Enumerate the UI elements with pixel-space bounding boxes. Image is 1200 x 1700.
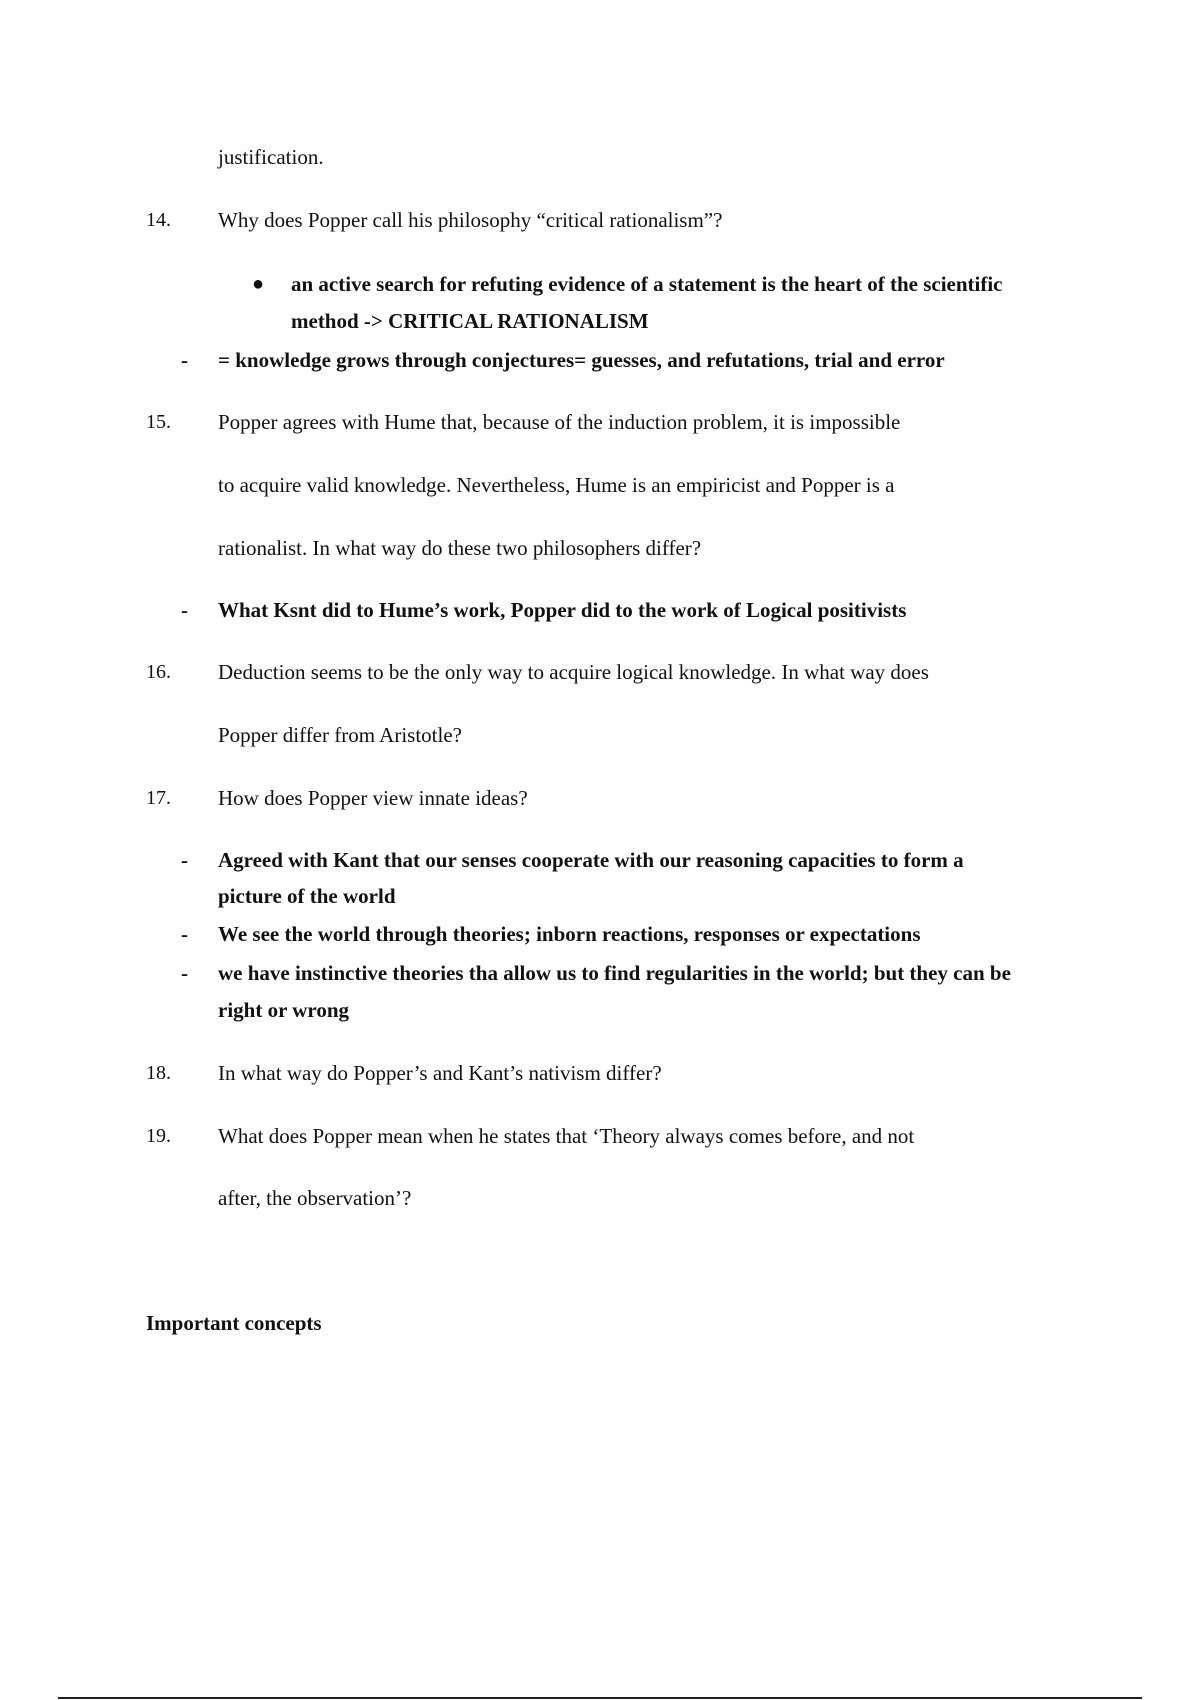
answer-17-dash-1-line-2: picture of the world [218,884,396,908]
question-15-line-2: to acquire valid knowledge. Nevertheless, Hume is an empiricist and Popper is a [218,473,895,497]
question-number-18: 18. [146,1062,171,1084]
bullet-icon: ● [252,273,265,295]
question-19-line-2: after, the observation’? [218,1186,412,1210]
answer-17-dash-1-line-1: Agreed with Kant that our senses cooperate with our reasoning capacities to form a [218,848,964,872]
dash-icon: - [181,961,188,985]
answer-14-bullet-line-2: method -> CRITICAL RATIONALISM [291,309,649,333]
question-number-16: 16. [146,661,171,683]
answer-17-dash-3-line-1: we have instinctive theories tha allow us to find regularities in the world; but they can be [218,961,1011,985]
answer-14-dash: = knowledge grows through conjectures= guesses, and refutations, trial and error [218,348,945,372]
dash-icon: - [181,848,188,872]
question-16-line-1: Deduction seems to be the only way to acquire logical knowledge. In what way does [218,660,929,684]
text-line: justification. [218,145,324,169]
answer-15-dash: What Ksnt did to Hume’s work, Popper did to the work of Logical positivists [218,598,907,622]
section-heading: Important concepts [146,1311,322,1335]
answer-17-dash-3-line-2: right or wrong [218,998,350,1022]
question-18: In what way do Popper’s and Kant’s nativism differ? [218,1061,662,1085]
question-17: How does Popper view innate ideas? [218,786,528,810]
answer-14-bullet-line-1: an active search for refuting evidence of a statement is the heart of the scientific [291,272,1003,296]
answer-17-dash-2: We see the world through theories; inborn reactions, responses or expectations [218,922,921,946]
footer-divider [58,1697,1142,1699]
question-number-15: 15. [146,411,171,433]
question-number-14: 14. [146,209,171,231]
question-14: Why does Popper call his philosophy “critical rationalism”? [218,208,723,232]
question-16-line-2: Popper differ from Aristotle? [218,723,462,747]
dash-icon: - [181,922,188,946]
question-number-17: 17. [146,787,171,809]
question-number-19: 19. [146,1125,171,1147]
question-15-line-3: rationalist. In what way do these two philosophers differ? [218,536,702,560]
dash-icon: - [181,598,188,622]
question-19-line-1: What does Popper mean when he states that ‘Theory always comes before, and not [218,1124,915,1148]
dash-icon: - [181,348,188,372]
question-15-line-1: Popper agrees with Hume that, because of the induction problem, it is impossible [218,410,901,434]
